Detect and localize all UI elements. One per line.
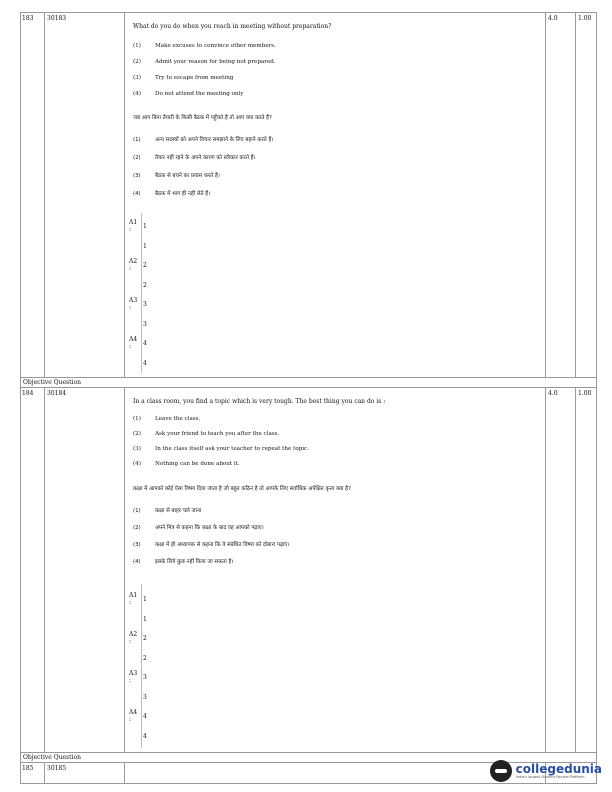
answer-value-a3: 3 xyxy=(143,674,147,681)
answer-text-a1: 1 xyxy=(143,243,147,250)
question-number: 183 xyxy=(21,13,45,377)
option-en-1: (1) Leave the class. xyxy=(133,416,201,422)
answer-text-a2: 2 xyxy=(143,282,147,289)
option-hi-3: (3) बैठक से बचने का प्रयास करते हैं। xyxy=(133,173,220,179)
answer-value-a1: 1 xyxy=(143,596,147,603)
question-body xyxy=(125,763,546,783)
question-type-label: Objective Question xyxy=(21,378,596,388)
answer-label-a4: A4 : xyxy=(129,336,138,350)
question-text-en: What do you do when you reach in meeting without preparation? xyxy=(133,23,332,30)
collegedunia-logo xyxy=(490,760,602,782)
answer-label-a3: A3 : xyxy=(129,670,138,684)
question-text-en: In a class room, you find a topic which is very tough. The best thing you can do is : xyxy=(133,398,386,405)
answer-text-a4: 4 xyxy=(143,360,147,367)
option-en-4: (4) Nothing can be done about it. xyxy=(133,461,240,467)
question-row-183 xyxy=(21,13,596,378)
marks-negative: 1.00 xyxy=(578,390,592,397)
answer-label-a4: A4 : xyxy=(129,709,138,723)
question-id: 30183 xyxy=(45,13,125,377)
marks-negative: 1.00 xyxy=(578,15,592,22)
answer-value-a3: 3 xyxy=(143,301,147,308)
graduate-mascot-icon xyxy=(490,760,512,782)
question-number: 184 xyxy=(21,388,45,752)
answer-text-a3: 3 xyxy=(143,694,147,701)
question-type-label: Objective Question xyxy=(21,753,596,763)
option-hi-4: (4) बैठक में भाग ही नहीं लेते हैं। xyxy=(133,191,211,197)
logo-tagline: India's largest Student Review Platform xyxy=(515,775,585,779)
answer-label-a3: A3 : xyxy=(129,297,138,311)
option-en-4: (4) Do not attend the meeting only xyxy=(133,91,244,97)
option-hi-2: (2) तैयार नहीं रहने के अपने कारण को स्वीकार करते हैं। xyxy=(133,155,256,161)
marks-positive: 4.0 xyxy=(546,388,576,752)
question-text-hi: कक्षा में आपको कोई ऐसा विषय दिया जाता है जो बहुत कठिन है तो आपके लिए सर्वाधिक अपेक्षित कृत्य क्या है? xyxy=(133,486,351,492)
answer-value-a4: 4 xyxy=(143,340,147,347)
answer-value-a2: 2 xyxy=(143,262,147,269)
option-hi-1: (1) अन्य सदस्यों को अपने विचार समझाने के लिए बहाने करते हैं। xyxy=(133,137,274,143)
question-table xyxy=(20,12,597,784)
answer-value-a1: 1 xyxy=(143,223,147,230)
question-number: 185 xyxy=(21,763,45,783)
answer-text-a1: 1 xyxy=(143,616,147,623)
option-en-2: (2) Ask your friend to teach you after the class. xyxy=(133,431,280,437)
answer-text-a2: 2 xyxy=(143,655,147,662)
option-hi-4: (4) इसके लिये कुछ नहीं किया जा सकता है। xyxy=(133,559,234,565)
logo-text-block xyxy=(516,763,602,779)
answer-value-a2: 2 xyxy=(143,635,147,642)
option-en-3: (3) Try to escape from meeting xyxy=(133,75,234,81)
logo-name: collegedunia xyxy=(515,762,602,776)
question-text-hi: जब आप बिना तैयारी के किसी बैठक में पहुँचते हैं तो आप क्या करते हैं? xyxy=(133,115,272,121)
question-row-184 xyxy=(21,388,596,753)
answer-label-a2: A2 : xyxy=(129,258,138,272)
answer-text-a3: 3 xyxy=(143,321,147,328)
option-en-3: (3) In the class itself ask your teacher to repeat the topic. xyxy=(133,446,309,452)
answer-label-a2: A2 : xyxy=(129,631,138,645)
question-id: 30185 xyxy=(45,763,125,783)
option-hi-2: (2) अपने मित्र से कहना कि कक्षा के बाद वह आपको पढ़ाए। xyxy=(133,525,264,531)
marks-positive: 4.0 xyxy=(546,13,576,377)
answer-value-a4: 4 xyxy=(143,713,147,720)
question-body xyxy=(125,13,546,377)
option-hi-1: (1) कक्षा से बाहर चले जाना xyxy=(133,508,202,514)
answer-label-column xyxy=(125,584,142,748)
option-en-2: (2) Admit your reason for being not prepared. xyxy=(133,59,276,65)
option-hi-3: (3) कक्षा में ही अध्यापक से कहना कि वे संबंधित विषय को दोबारा पढ़ाएं। xyxy=(133,542,290,548)
option-en-1: (1) Make excuses to convince other members. xyxy=(133,43,276,49)
answer-text-a4: 4 xyxy=(143,733,147,740)
question-id: 30184 xyxy=(45,388,125,752)
answer-label-a1: A1 : xyxy=(129,219,138,233)
answer-label-a1: A1 : xyxy=(129,592,138,606)
question-body xyxy=(125,388,546,752)
answer-label-column xyxy=(125,213,142,373)
